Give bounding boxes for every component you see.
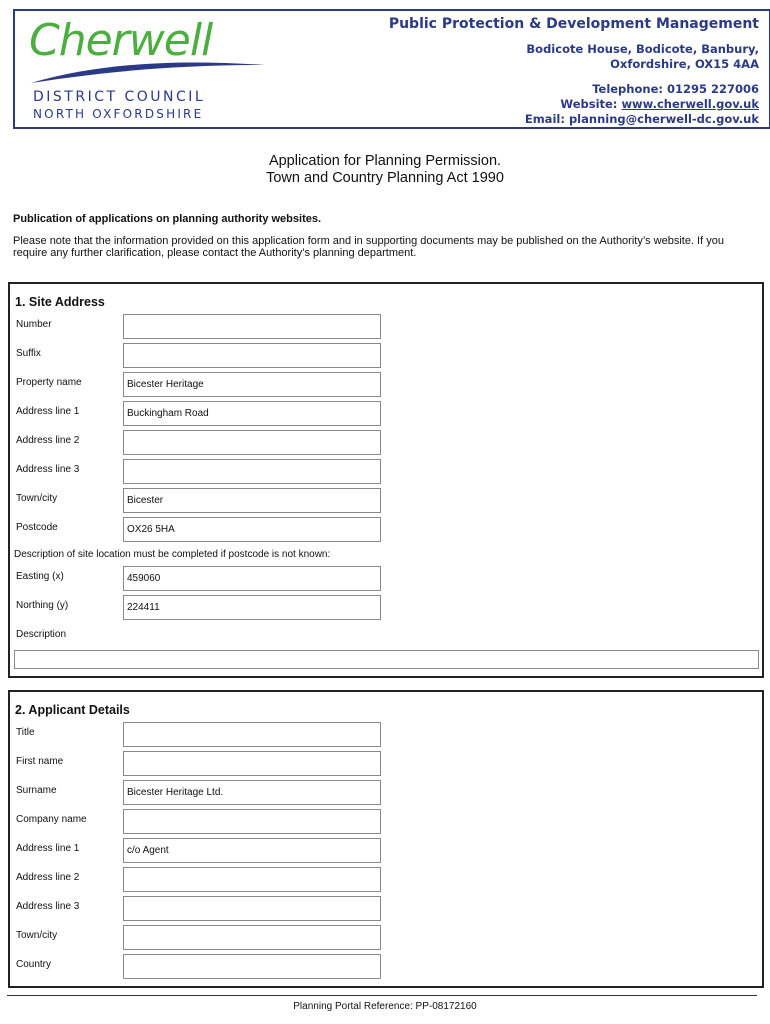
field-label: Postcode — [16, 522, 58, 533]
footer-divider — [7, 995, 757, 996]
form-title-line-1: Application for Planning Permission. — [268, 153, 502, 169]
form-title-line-2: Town and Country Planning Act 1990 — [266, 170, 504, 186]
publication-heading: Publication of applications on planning authority websites. — [13, 213, 322, 225]
applicant-town-city-field[interactable] — [123, 925, 381, 950]
website-label: Website: — [560, 97, 618, 111]
section-title: 1. Site Address — [15, 295, 105, 309]
address-line-1: Bodicote House, Bodicote, Banbury, — [526, 42, 759, 56]
contact-block — [389, 16, 759, 127]
logo-swoosh-icon — [29, 57, 269, 87]
website-link[interactable]: www.cherwell.gov.uk — [621, 97, 759, 111]
field-label: Address line 2 — [16, 435, 80, 446]
publication-note: Please note that the information provided on this application form and in supporting documents may be published on the Authority’s website. If you require any further clarification, please contact the Authority’s planning department. — [13, 235, 724, 259]
field-label: Description — [16, 629, 67, 640]
easting-field[interactable]: 459060 — [123, 566, 381, 591]
letterhead — [13, 9, 770, 129]
description-field[interactable] — [14, 650, 759, 669]
surname-field[interactable]: Bicester Heritage Ltd. — [123, 780, 381, 805]
applicant-address-line-3-field[interactable] — [123, 896, 381, 921]
field-label: Town/city — [16, 930, 58, 941]
first-name-field[interactable] — [123, 751, 381, 776]
suffix-field[interactable] — [123, 343, 381, 368]
council-logo-wordmark: Cherwell — [29, 15, 213, 66]
field-label: Property name — [16, 377, 82, 388]
form-title — [0, 153, 770, 187]
address-line-1-field[interactable]: Buckingham Road — [123, 401, 381, 426]
field-label: Northing (y) — [16, 600, 69, 611]
email-link[interactable]: planning@cherwell-dc.gov.uk — [568, 112, 759, 126]
field-label: Country — [16, 959, 52, 970]
site-address-section — [8, 282, 764, 678]
applicant-address-line-2-field[interactable] — [123, 867, 381, 892]
title-field[interactable] — [123, 722, 381, 747]
property-name-field[interactable]: Bicester Heritage — [123, 372, 381, 397]
field-label: Number — [16, 319, 52, 330]
email-label: Email: — [524, 112, 565, 126]
section-title: 2. Applicant Details — [15, 703, 130, 717]
location-note: Description of site location must be completed if postcode is not known: — [14, 549, 331, 560]
field-label: Address line 3 — [16, 901, 80, 912]
field-label: Address line 1 — [16, 406, 80, 417]
address-line-2-field[interactable] — [123, 430, 381, 455]
company-name-field[interactable] — [123, 809, 381, 834]
northing-field[interactable]: 224411 — [123, 595, 381, 620]
planning-portal-reference: Planning Portal Reference: PP-08172160 — [293, 1001, 477, 1012]
country-field[interactable] — [123, 954, 381, 979]
number-field[interactable] — [123, 314, 381, 339]
field-label: Address line 3 — [16, 464, 80, 475]
telephone: Telephone: 01295 227006 — [592, 82, 759, 96]
field-label: Address line 1 — [16, 843, 80, 854]
email-row — [389, 112, 759, 127]
logo-north-oxfordshire: NORTH OXFORDSHIRE — [33, 107, 204, 121]
logo-district-council: DISTRICT COUNCIL — [33, 89, 206, 105]
department-name: Public Protection & Development Management — [388, 16, 759, 32]
field-label: Address line 2 — [16, 872, 80, 883]
field-label: First name — [16, 756, 64, 767]
field-label: Title — [16, 727, 35, 738]
address-line-3-field[interactable] — [123, 459, 381, 484]
field-label: Surname — [16, 785, 57, 796]
website-row — [389, 97, 759, 112]
applicant-details-section — [8, 690, 764, 988]
field-label: Easting (x) — [16, 571, 64, 582]
applicant-address-line-1-field[interactable]: c/o Agent — [123, 838, 381, 863]
field-label: Town/city — [16, 493, 58, 504]
town-city-field[interactable]: Bicester — [123, 488, 381, 513]
address-line-2: Oxfordshire, OX15 4AA — [610, 57, 759, 71]
field-label: Suffix — [16, 348, 41, 359]
postcode-field[interactable]: OX26 5HA — [123, 517, 381, 542]
field-label: Company name — [16, 814, 87, 825]
